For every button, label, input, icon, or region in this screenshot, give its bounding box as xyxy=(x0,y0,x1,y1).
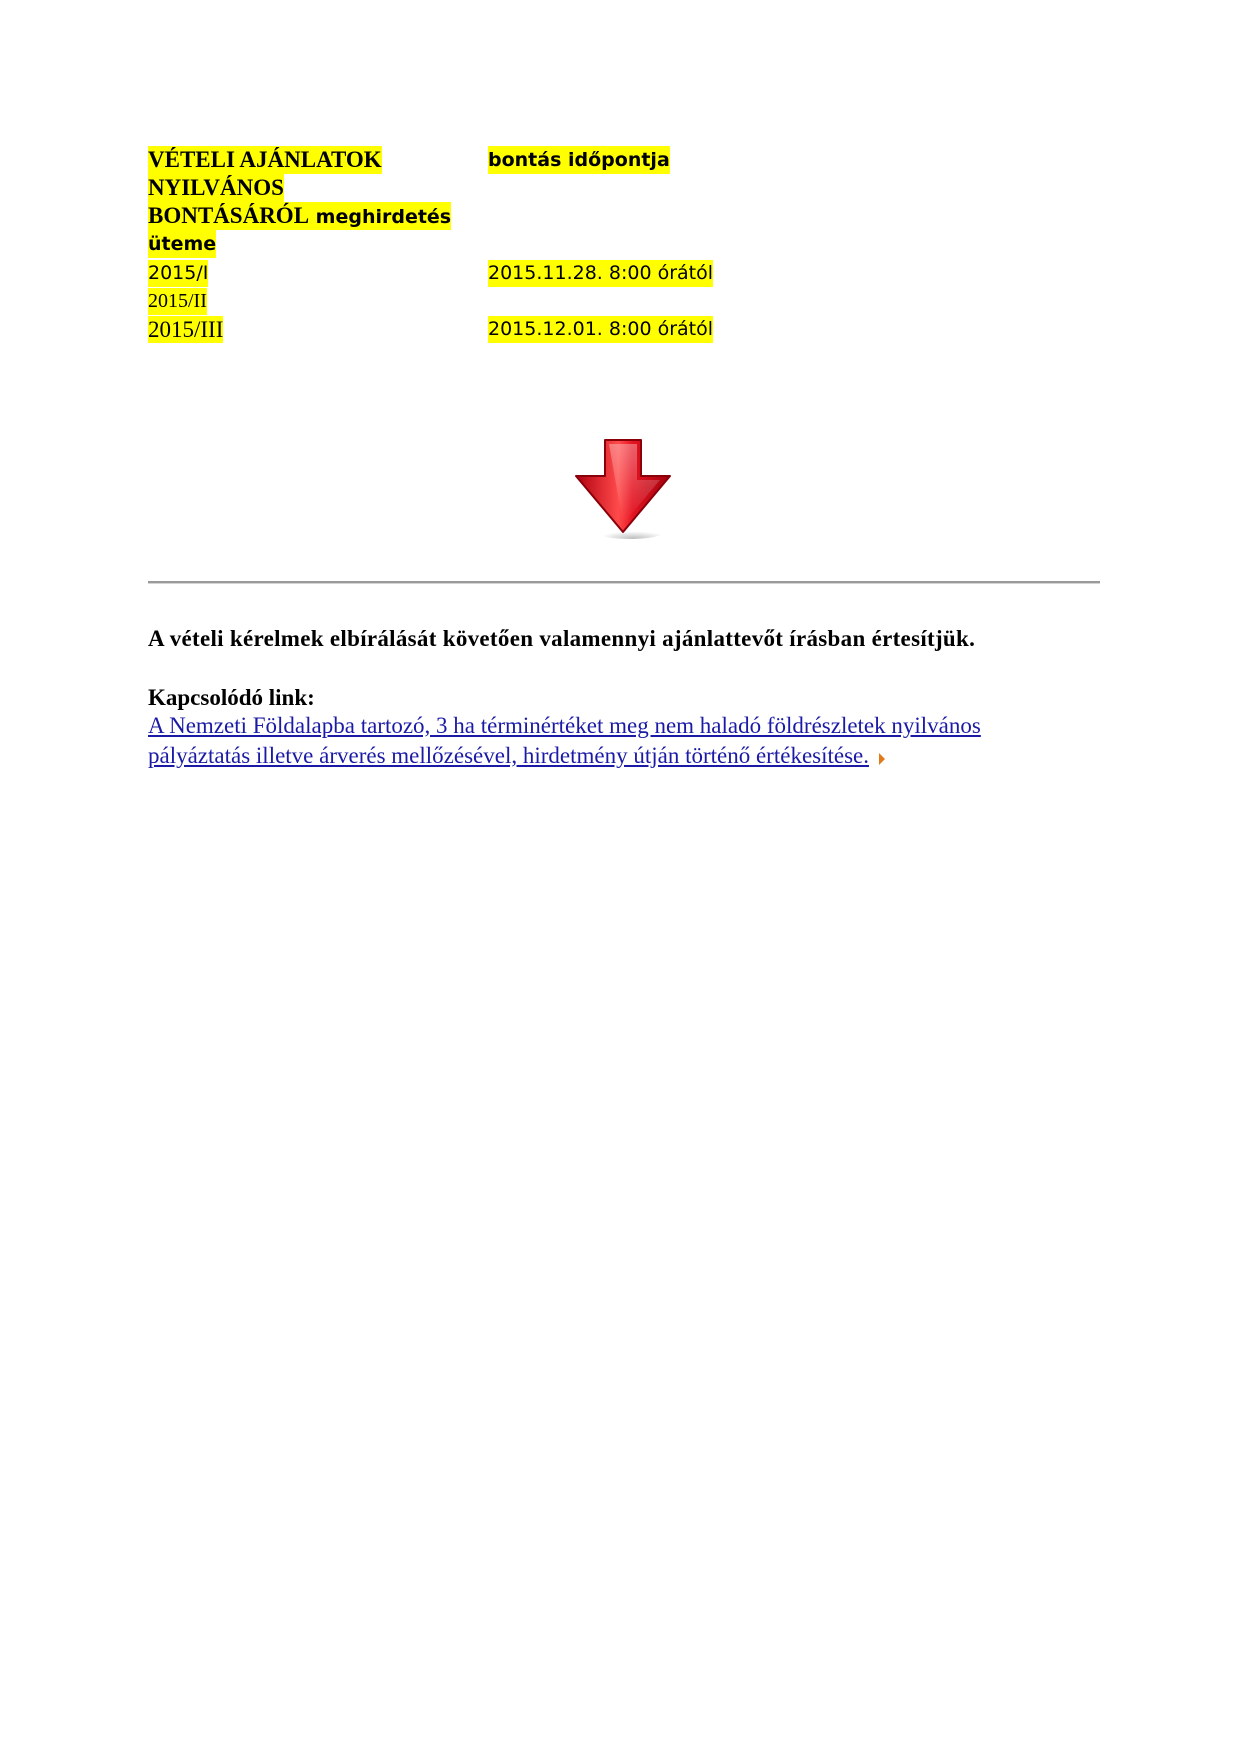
notice-text: A vételi kérelmek elbírálását követően valamennyi ajánlattevőt írásban értesítjük. xyxy=(148,626,976,651)
row-phase-1: 2015/I xyxy=(148,260,208,287)
row-phase-3: 2015/III xyxy=(148,317,224,342)
related-link-label: Kapcsolódó link: xyxy=(148,685,315,710)
row-phase-2: 2015/II xyxy=(148,288,207,315)
header-left-line1: VÉTELI AJÁNLATOK xyxy=(148,147,382,172)
row-date-3: 2015.12.01. 8:00 órától xyxy=(488,316,713,343)
related-link-line1: A Nemzeti Földalapba tartozó, 3 ha términértéket meg nem haladó földrészletek nyilvános xyxy=(148,713,981,738)
related-link-line2: pályáztatás illetve árverés mellőzésével, hirdetmény útján történő értékesítése. xyxy=(148,743,869,768)
header-left-line3 xyxy=(148,202,451,230)
red-down-arrow-icon xyxy=(572,436,676,540)
related-link[interactable] xyxy=(148,711,1108,768)
header-left-line3b: meghirdetés xyxy=(309,206,452,228)
header-left-line3a: BONTÁSÁRÓL xyxy=(148,203,310,228)
horizontal-divider xyxy=(148,581,1100,583)
header-right-label: bontás időpontja xyxy=(488,146,670,174)
row-date-1: 2015.11.28. 8:00 órától xyxy=(488,260,713,287)
orange-triangle-marker-icon xyxy=(879,753,885,765)
header-left-line2: NYILVÁNOS xyxy=(148,175,284,200)
header-left-line4: üteme xyxy=(148,230,216,258)
related-link-block xyxy=(148,711,1108,771)
